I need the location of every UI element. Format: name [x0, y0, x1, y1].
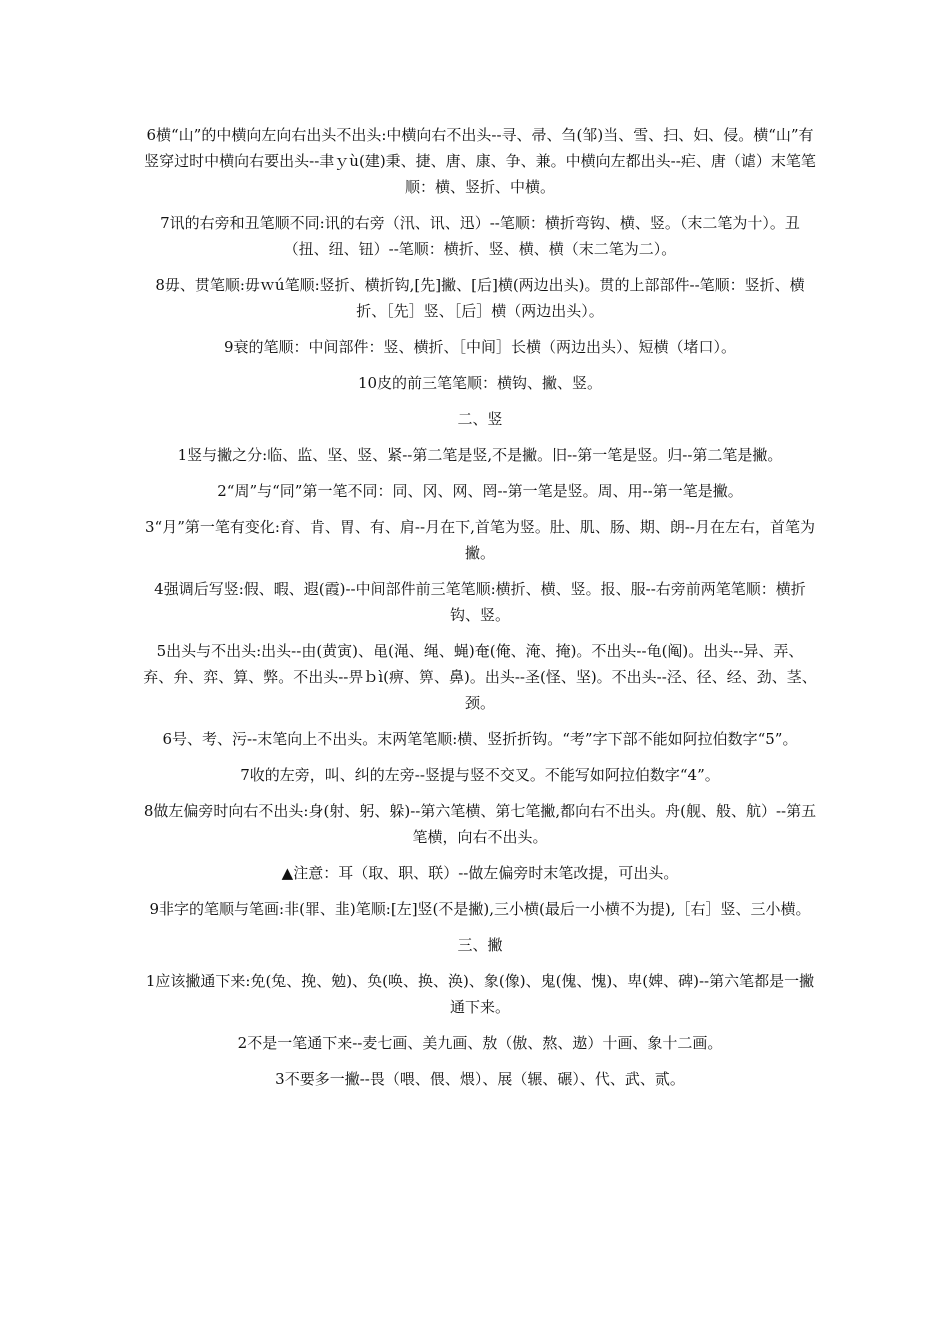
paragraph-shu-4: 4强调后写竖:假、暇、遐(霞)--中间部件前三笔笔顺:横折、横、竖。报、服--右旁前两笔笔顺：横折钩、竖。 — [154, 580, 806, 624]
paragraph-shu-note: ▲注意：耳（取、职、联）--做左偏旁时末笔改提，可出头。 — [281, 864, 679, 882]
paragraph-heng-6: 6横“山”的中横向左向右出头不出头:中横向右不出头--寻、帚、刍(邹)当、雪、扫、妇、侵。横“山”有竖穿过时中横向右要出头--聿ｙù(建)秉、捷、唐、康、争、兼。中横向左都出头--疟、唐（谑）末笔笔顺：横、竖折、中横。 — [144, 126, 816, 196]
paragraph-heng-10: 10皮的前三笔笔顺：横钩、撇、竖。 — [357, 374, 603, 392]
paragraph-shu-2: 2“周”与“同”第一笔不同：同、冈、网、罔--第一笔是竖。周、用--第一笔是撇。 — [217, 482, 743, 500]
paragraph-shu-7: 7收的左旁，叫、纠的左旁--竖提与竖不交叉。不能写如阿拉伯数字“4”。 — [240, 766, 720, 784]
document-page — [143, 122, 817, 1092]
paragraph-heng-8: 8毋、贯笔顺:毋ｗú笔顺:竖折、横折钩,[先]撇、[后]横(两边出头)。贯的上部部件--笔顺：竖折、横折、［先］竖、［后］横（两边出头）。 — [155, 276, 805, 320]
paragraph-shu-1: 1竖与撇之分:临、监、坚、竖、紧--第二笔是竖,不是撇。旧--第一笔是竖。归--第二笔是撇。 — [177, 446, 783, 464]
paragraph-pie-2: 2不是一笔通下来--麦七画、美九画、敖（傲、熬、遨）十画、象十二画。 — [237, 1034, 723, 1052]
section-heading-pie: 三、撇 — [457, 936, 503, 954]
paragraph-heng-7: 7讯的右旁和丑笔顺不同:讯的右旁（汛、讯、迅）--笔顺：横折弯钩、横、竖。（末二笔为十）。丑（扭、纽、钮）--笔顺：横折、竖、横、横（末二笔为二）。 — [160, 214, 800, 258]
paragraph-pie-1: 1应该撇通下来:免(兔、挽、勉)、奂(唤、换、涣)、象(像)、鬼(傀、愧)、卑(婢、碑)--第六笔都是一撇通下来。 — [145, 972, 815, 1016]
paragraph-shu-9: 9非字的笔顺与笔画:非(罪、韭)笔顺:[左]竖(不是撇),三小横(最后一小横不为提),［右］竖、三小横。 — [149, 900, 811, 918]
paragraph-shu-5: 5出头与不出头:出头--由(黄寅)、黾(渑、绳、蝇)奄(俺、淹、掩)。不出头--龟(阄)。出头--异、弄、弃、弁、弈、算、弊。不出头--畀ｂì(痹、箅、鼻)。出头--圣(怪、坚)。不出头--泾、径、经、劲、茎、颈。 — [143, 642, 817, 712]
paragraph-shu-3: 3“月”第一笔有变化:育、肯、胃、有、肩--月在下,首笔为竖。肚、肌、肠、期、朗--月在左右，首笔为撇。 — [145, 518, 815, 562]
paragraph-pie-3: 3不要多一撇--畏（喂、偎、煨）、展（辗、碾）、代、武、贰。 — [275, 1070, 685, 1088]
section-heading-shu: 二、竖 — [457, 410, 503, 428]
paragraph-shu-6: 6号、考、污--末笔向上不出头。末两笔笔顺:横、竖折折钩。“考”字下部不能如阿拉伯数字“5”。 — [162, 730, 798, 748]
paragraph-shu-8: 8做左偏旁时向右不出头:身(射、躬、躲)--第六笔横、第七笔撇,都向右不出头。舟(舰、般、航）--第五笔横，向右不出头。 — [143, 802, 817, 846]
paragraph-heng-9: 9衰的笔顺：中间部件：竖、横折、［中间］长横（两边出头）、短横（堵口）。 — [223, 338, 737, 356]
